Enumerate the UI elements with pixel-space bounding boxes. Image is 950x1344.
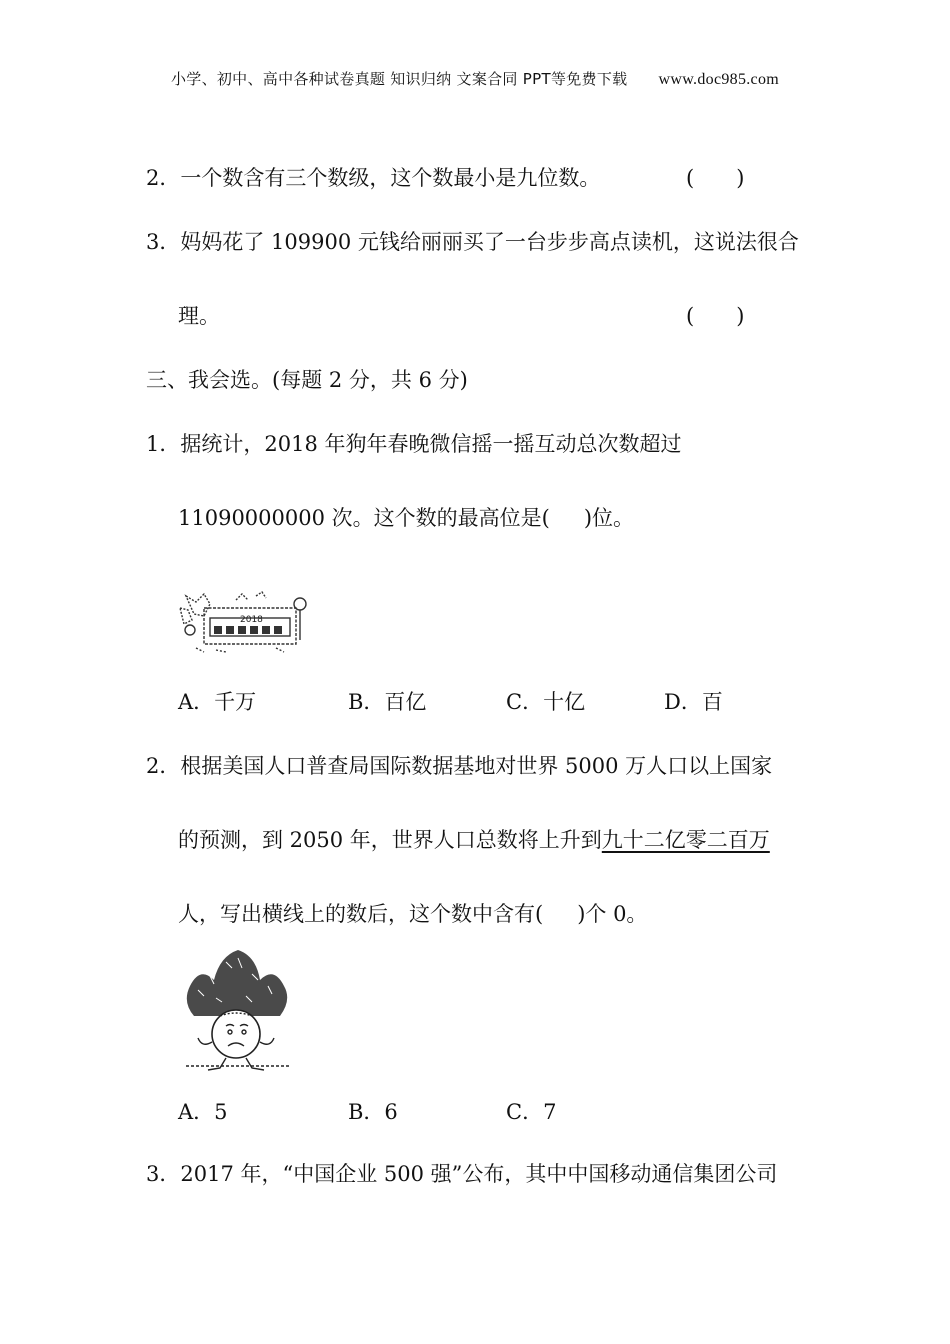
crowded-earth-illustration [176, 946, 300, 1072]
banner-year: 2018 [240, 615, 263, 625]
section-3-title: 三、我会选。(每题 2 分，共 6 分) [146, 368, 468, 392]
option-a: A．5 [178, 1100, 228, 1124]
option-b: B．百亿 [348, 690, 427, 714]
question-2-2 [146, 164, 600, 192]
question-3-2-continued-2 [178, 900, 647, 928]
question-text: )位。 [583, 506, 635, 530]
option-c: C．十亿 [506, 690, 586, 714]
question-text: 据统计，2018 年狗年春晚微信摇一摇互动总次数超过 [180, 432, 682, 456]
question-number: 2． [146, 166, 181, 190]
question-2-3 [146, 228, 799, 256]
question-number: 2． [146, 754, 181, 778]
page-header [0, 68, 950, 89]
header-site: www.doc985.com [658, 71, 780, 88]
question-3-3 [146, 1160, 777, 1188]
answer-paren: ( ) [686, 166, 745, 190]
question-3-2-continued [178, 826, 770, 854]
spring-festival-illustration [176, 586, 322, 660]
question-3-1-continued [178, 504, 634, 532]
answer-paren: ( ) [686, 304, 745, 328]
question-2-3-continued: 理。 [178, 304, 220, 328]
option-b: B．6 [348, 1100, 398, 1124]
question-text: 人，写出横线上的数后，这个数中含有( [178, 902, 544, 926]
question-text: 根据美国人口普查局国际数据基地对世界 5000 万人口以上国家 [180, 754, 773, 778]
option-a: A．千万 [178, 690, 257, 714]
question-number: 1． [146, 432, 181, 456]
question-text: 11090000000 次。这个数的最高位是( [178, 506, 550, 530]
header-text: 小学、初中、高中各种试卷真题 知识归纳 文案合同 PPT等免费下载 [170, 70, 628, 88]
question-text: )个 0。 [577, 902, 648, 926]
option-d: D．百 [664, 690, 723, 714]
question-text: 2017 年，“中国企业 500 强”公布，其中中国移动通信集团公司 [180, 1162, 778, 1186]
question-number: 3． [146, 1162, 181, 1186]
question-text: 妈妈花了 109900 元钱给丽丽买了一台步步高点读机，这说法很合 [180, 230, 799, 254]
question-text: 的预测，到 2050 年，世界人口总数将上升到 [178, 828, 602, 852]
question-3-1 [146, 430, 682, 458]
question-3-2 [146, 752, 772, 780]
question-text: 一个数含有三个数级，这个数最小是九位数。 [180, 166, 601, 190]
option-c: C．7 [506, 1100, 557, 1124]
underlined-number-words: 九十二亿零二百万 [601, 828, 770, 852]
question-number: 3． [146, 230, 181, 254]
